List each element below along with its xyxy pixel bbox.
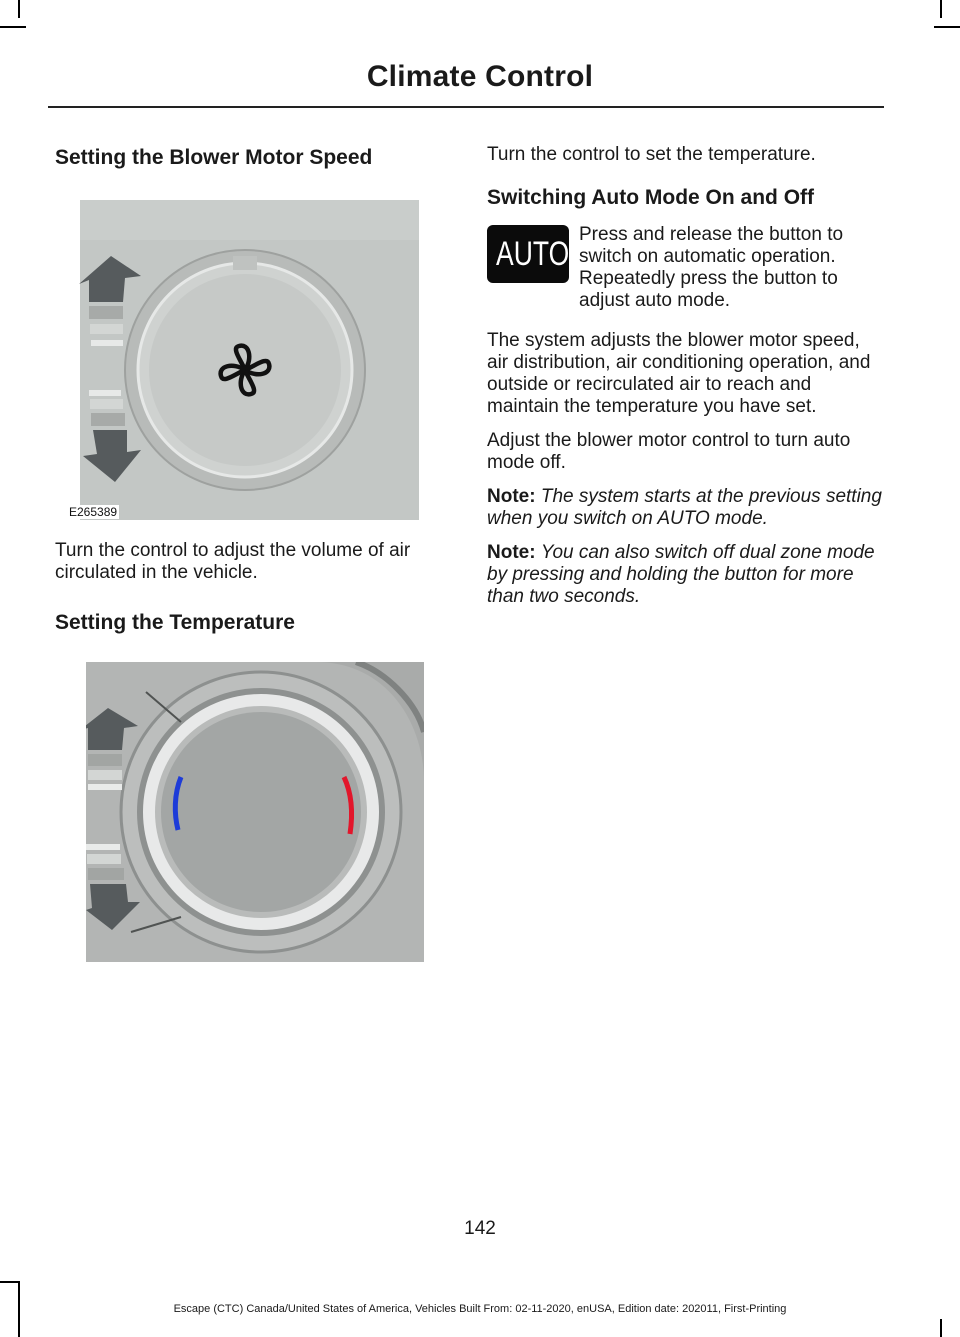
crop-mark xyxy=(940,0,942,18)
temperature-body: Turn the control to set the temperature. xyxy=(487,144,816,165)
right-column xyxy=(487,144,882,212)
auto-intro: Press and release the button to switch on automatic operation. Repeatedly press the button to adjust auto mode. xyxy=(579,224,844,311)
blower-knob-illustration xyxy=(55,200,419,520)
page-number: 142 xyxy=(464,1218,496,1239)
blower-heading: Setting the Blower Motor Speed xyxy=(55,146,373,169)
temperature-control-figure xyxy=(86,662,424,962)
note-text: You can also switch off dual zone mode by pressing and holding the button for more than two seconds. xyxy=(487,542,875,607)
auto-note-2 xyxy=(487,542,882,608)
auto-note-1 xyxy=(487,486,882,530)
figure-code: E265389 xyxy=(69,505,118,519)
blower-control-figure xyxy=(55,200,419,520)
page-title: Climate Control xyxy=(366,60,594,93)
edition-line: Escape (CTC) Canada/United States of America, Vehicles Built From: 02-11-2020, enUSA, Edition date: 202011, First-Printing xyxy=(173,1303,787,1315)
note-label: Note: xyxy=(487,542,536,563)
left-column xyxy=(55,144,427,172)
left-column-text xyxy=(55,540,427,637)
auto-icon-text: AUTO xyxy=(496,235,570,273)
auto-para-1: The system adjusts the blower motor speed, air distribution, air conditioning operation, and outside or recirculated air to reach and maintain the temperature you have set. xyxy=(487,330,871,417)
crop-mark xyxy=(18,0,20,18)
crop-mark xyxy=(940,1319,942,1337)
crop-mark xyxy=(0,26,26,28)
crop-mark xyxy=(0,1281,18,1283)
auto-section-text xyxy=(487,224,882,312)
header-divider xyxy=(48,106,884,108)
note-label: Note: xyxy=(487,486,536,507)
temperature-knob-illustration xyxy=(86,662,424,962)
blower-body: Turn the control to adjust the volume of air circulated in the vehicle. xyxy=(55,540,411,583)
note-text: The system starts at the previous setting when you switch on AUTO mode. xyxy=(487,486,882,529)
auto-mode-heading: Switching Auto Mode On and Off xyxy=(487,186,815,209)
auto-para-2: Adjust the blower motor control to turn auto mode off. xyxy=(487,430,851,473)
crop-mark xyxy=(934,26,960,28)
temperature-heading: Setting the Temperature xyxy=(55,611,295,634)
auto-section-body xyxy=(487,330,882,608)
